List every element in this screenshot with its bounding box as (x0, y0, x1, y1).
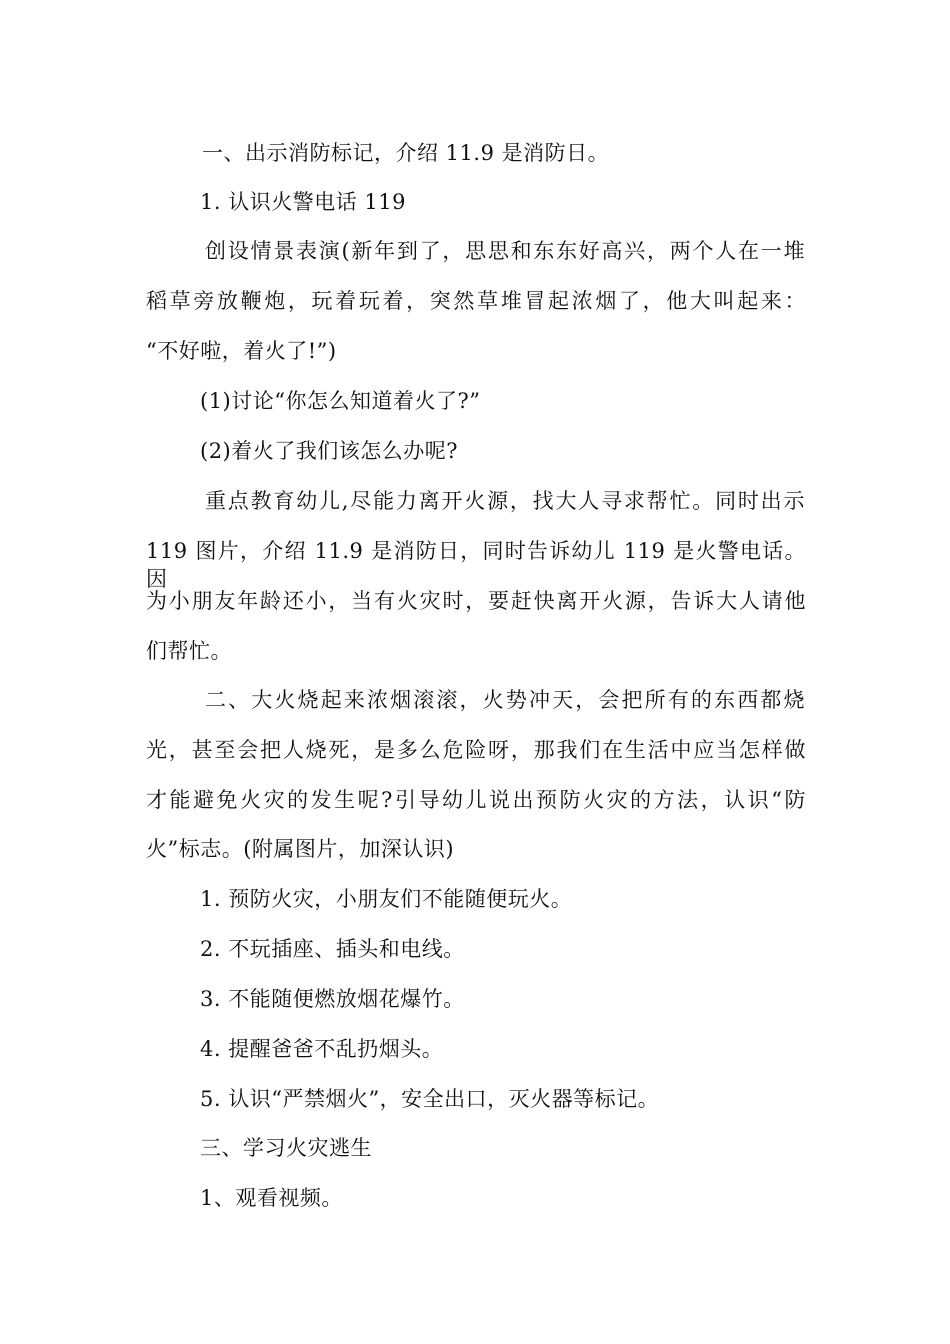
paragraph-line: 重点教育幼儿,尽能力离开火源，找大人寻求帮忙。同时出示 (205, 489, 805, 513)
paragraph-line: 火”标志。(附属图片，加深认识) (146, 837, 455, 861)
subheading-fire-phone: 1. 认识火警电话 119 (200, 190, 406, 214)
list-item: 1. 预防火灾，小朋友们不能随便玩火。 (200, 887, 573, 911)
list-item: 2. 不玩插座、插头和电线。 (200, 937, 465, 961)
section-heading-3: 三、学习火灾逃生 (200, 1136, 372, 1160)
paragraph-line: 创设情景表演(新年到了，思思和东东好高兴，两个人在一堆 (205, 239, 805, 263)
list-item: 3. 不能随便燃放烟花爆竹。 (200, 987, 465, 1011)
paragraph-line: 为小朋友年龄还小，当有火灾时，要赶快离开火源，告诉大人请他 (146, 589, 806, 613)
list-item: 4. 提醒爸爸不乱扔烟头。 (200, 1037, 444, 1061)
paragraph-line: 才能避免火灾的发生呢?引导幼儿说出预防火灾的方法，认识“防 (146, 788, 806, 812)
paragraph-line: 光，甚至会把人烧死，是多么危险呀，那我们在生活中应当怎样做 (146, 738, 806, 762)
section-heading-2: 二、大火烧起来浓烟滚滚，火势冲天，会把所有的东西都烧 (205, 688, 805, 712)
paragraph-line: 119 图片，介绍 11.9 是消防日，同时告诉幼儿 119 是火警电话。因 (146, 539, 806, 591)
discussion-item-2: (2)着火了我们该怎么办呢? (200, 439, 459, 463)
list-item: 5. 认识“严禁烟火”，安全出口，灭火器等标记。 (200, 1087, 660, 1111)
paragraph-line: “不好啦，着火了!”) (146, 339, 337, 363)
paragraph-line: 稻草旁放鞭炮，玩着玩着，突然草堆冒起浓烟了，他大叫起来： (146, 289, 806, 313)
paragraph-line: 们帮忙。 (146, 639, 232, 663)
discussion-item-1: (1)讨论“你怎么知道着火了?” (200, 389, 481, 413)
section-heading-1: 一、出示消防标记，介绍 11.9 是消防日。 (202, 141, 610, 165)
list-item: 1、观看视频。 (200, 1186, 343, 1210)
